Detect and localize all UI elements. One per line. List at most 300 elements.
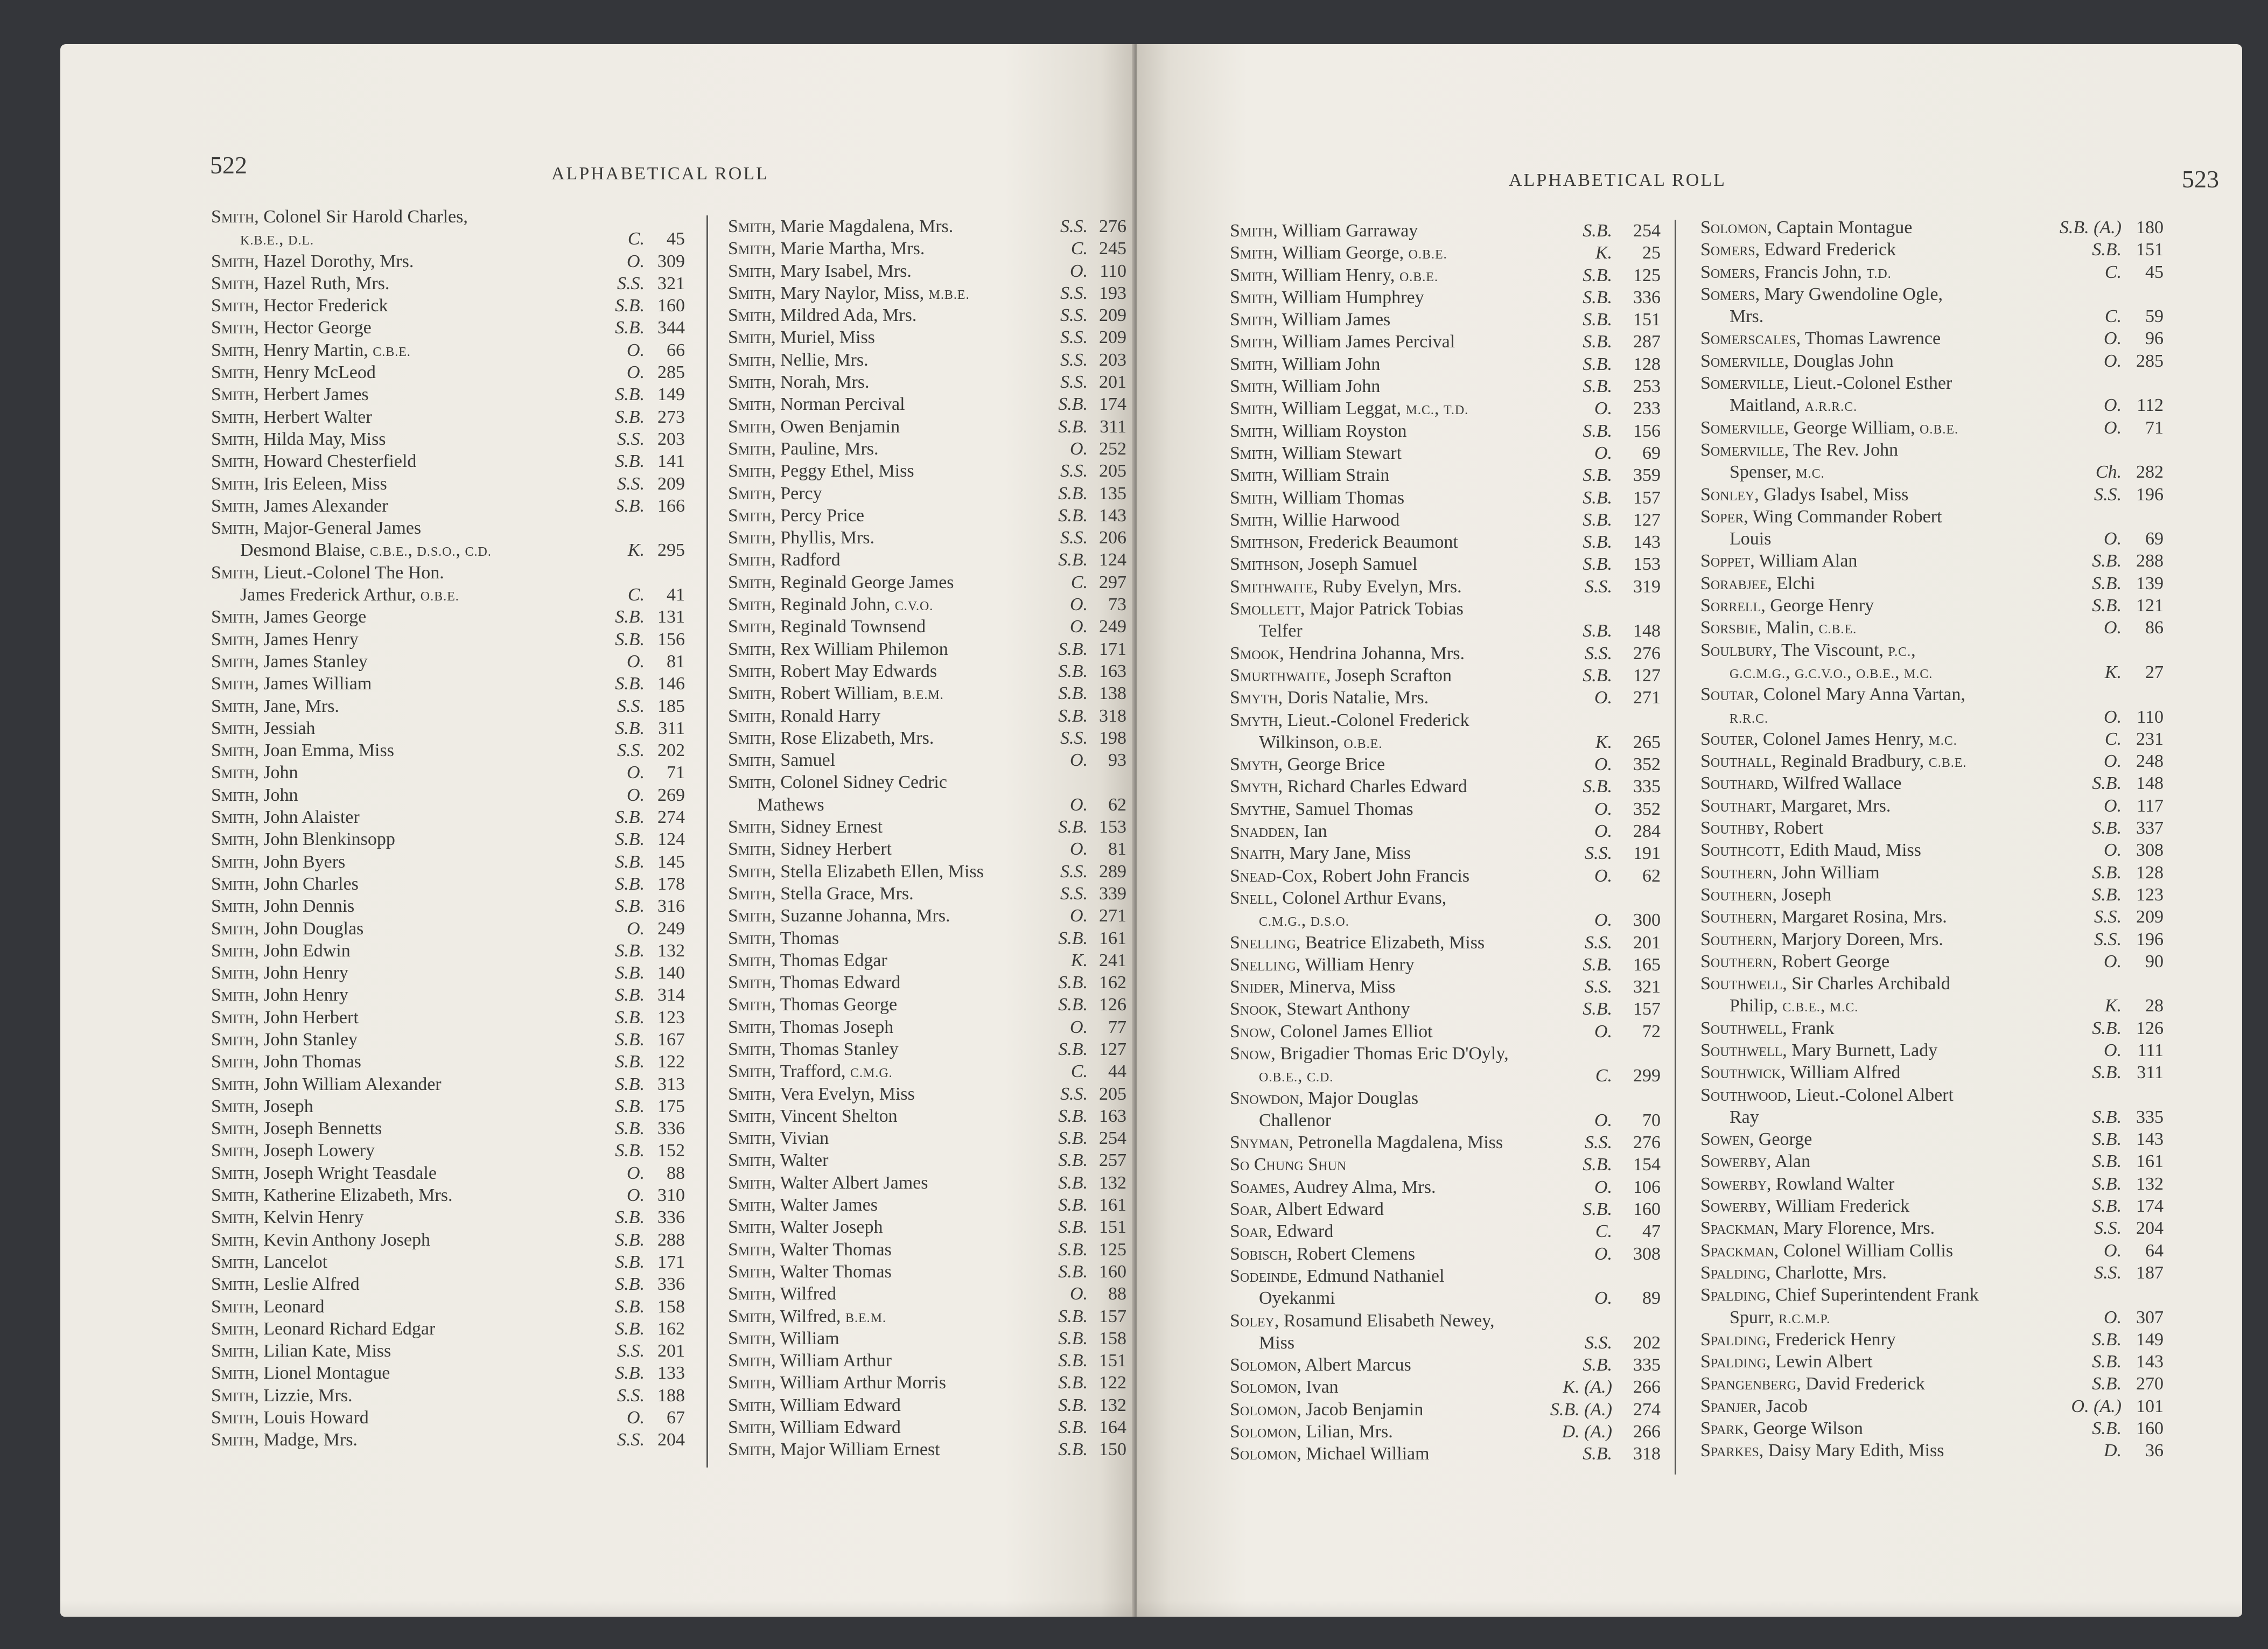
entry-page: 241 bbox=[1099, 950, 1126, 970]
roll-entry bbox=[1230, 820, 1661, 842]
entry-page: 318 bbox=[1099, 705, 1126, 726]
roll-entry bbox=[1700, 216, 2164, 239]
entry-name bbox=[728, 304, 916, 326]
given-names: , Phyllis, Mrs. bbox=[771, 528, 874, 548]
entry-name bbox=[211, 606, 366, 628]
surname: Soames bbox=[1230, 1177, 1285, 1197]
entry-name bbox=[211, 1340, 391, 1362]
roll-entry bbox=[728, 616, 1126, 638]
roll-entry bbox=[1700, 839, 2164, 861]
entry-name bbox=[1700, 216, 1912, 239]
entry-page: 311 bbox=[658, 718, 685, 738]
entry-class: O. bbox=[2103, 1040, 2122, 1060]
entry-name bbox=[1230, 1043, 1509, 1065]
entry-class: S.B. bbox=[615, 896, 645, 917]
surname: Smith bbox=[728, 995, 772, 1015]
entry-name bbox=[1230, 1176, 1436, 1198]
surname: Smithson bbox=[1230, 532, 1299, 553]
entry-page: 245 bbox=[1099, 239, 1126, 259]
roll-entry bbox=[728, 1239, 1126, 1261]
entry-page: 336 bbox=[1633, 287, 1661, 308]
surname: Smith bbox=[211, 896, 255, 917]
roll-entry bbox=[1230, 687, 1661, 709]
surname: Southart bbox=[1700, 795, 1772, 816]
roll-entry bbox=[211, 428, 685, 450]
entry-page: 127 bbox=[1099, 1039, 1126, 1059]
surname: Smith bbox=[211, 1408, 255, 1428]
given-names: , William Henry, O.B.E. bbox=[1273, 265, 1438, 285]
entry-class: S.B. bbox=[1058, 1239, 1088, 1260]
roll-entry bbox=[1700, 795, 2164, 817]
entry-page: 133 bbox=[657, 1363, 685, 1384]
entry-name bbox=[1230, 954, 1415, 976]
entry-name bbox=[728, 1172, 928, 1194]
entry-name bbox=[1230, 309, 1390, 331]
roll-entry bbox=[728, 215, 1126, 237]
given-names: , Marie Magdalena, Mrs. bbox=[771, 216, 954, 236]
entry-name bbox=[1230, 642, 1465, 665]
roll-entry bbox=[211, 895, 685, 917]
entry-name bbox=[1230, 509, 1399, 531]
entry-class: S.B. bbox=[1058, 505, 1088, 526]
given-names: , John Stanley bbox=[254, 1029, 358, 1050]
entry-class: S.B. bbox=[615, 1119, 645, 1139]
entry-page: 125 bbox=[1633, 265, 1661, 285]
surname: Smyth bbox=[1230, 754, 1278, 775]
roll-entry bbox=[728, 705, 1126, 727]
surname: Smith bbox=[728, 1395, 772, 1415]
entry-name bbox=[728, 1105, 898, 1127]
entry-page: 146 bbox=[657, 674, 685, 694]
surname: Smith bbox=[1230, 265, 1273, 285]
given-names: , Sidney Ernest bbox=[771, 817, 883, 837]
entry-class: S.B. bbox=[615, 674, 645, 694]
entry-class: O. bbox=[626, 362, 645, 383]
entry-page: 253 bbox=[1633, 376, 1661, 397]
entry-name bbox=[1230, 1154, 1346, 1176]
given-names: , Colonel Arthur Evans, bbox=[1273, 888, 1447, 908]
roll-entry bbox=[1700, 1061, 2164, 1084]
surname: Spalding bbox=[1700, 1352, 1767, 1372]
entry-page: 336 bbox=[657, 1207, 685, 1228]
entry-page: 266 bbox=[1633, 1422, 1661, 1442]
surname: Soppet bbox=[1700, 551, 1751, 571]
given-names: , Mary Florence, Mrs. bbox=[1774, 1218, 1935, 1239]
surname: Smith bbox=[728, 1351, 772, 1371]
entry-name bbox=[1700, 1217, 1935, 1239]
entry-class: S.B. bbox=[615, 1207, 645, 1228]
entry-name bbox=[211, 495, 388, 517]
roll-entry bbox=[1700, 817, 2164, 839]
given-names: , Mary Burnett, Lady bbox=[1782, 1040, 1938, 1060]
entry-name bbox=[211, 628, 359, 651]
surname: Snyman bbox=[1230, 1133, 1289, 1153]
entry-page: 141 bbox=[657, 451, 685, 472]
given-names: , Edith Maud, Miss bbox=[1780, 840, 1921, 861]
entry-page: 164 bbox=[1099, 1417, 1126, 1438]
surname: Smythe bbox=[1230, 799, 1286, 819]
entry-class: O. bbox=[1594, 443, 1612, 463]
entry-page: 27 bbox=[2145, 662, 2164, 682]
entry-class: S.S. bbox=[1060, 350, 1088, 370]
entry-page: 161 bbox=[1099, 1195, 1126, 1215]
entry-page: 125 bbox=[1099, 1239, 1126, 1260]
roll-entry bbox=[211, 739, 685, 761]
entry-name bbox=[728, 1372, 946, 1394]
entry-name bbox=[728, 527, 874, 549]
entry-class: S.B. bbox=[1583, 421, 1612, 441]
given-names: , Lewin Albert bbox=[1766, 1352, 1873, 1372]
roll-entry bbox=[728, 1305, 1126, 1327]
entry-class: O. bbox=[1594, 799, 1612, 819]
entry-name bbox=[1230, 464, 1389, 486]
column-divider bbox=[1675, 220, 1676, 1475]
given-names: , Mary Gwendoline Ogle, bbox=[1755, 284, 1943, 304]
entry-name bbox=[728, 349, 869, 371]
entry-class: O. bbox=[2103, 395, 2122, 416]
entry-page: 308 bbox=[1633, 1243, 1661, 1264]
surname: Southby bbox=[1700, 818, 1765, 839]
entry-name bbox=[1230, 353, 1380, 375]
entry-continuation: O.B.E., C.D. bbox=[1259, 1066, 1334, 1086]
entry-continuation: R.R.C. bbox=[1730, 711, 1769, 726]
entry-page: 158 bbox=[1099, 1328, 1126, 1348]
given-names: , Hazel Dorothy, Mrs. bbox=[254, 251, 414, 271]
entry-name bbox=[211, 1251, 327, 1273]
entry-continuation: Oyekanmi bbox=[1259, 1288, 1335, 1309]
given-names: , Vincent Shelton bbox=[771, 1106, 898, 1126]
given-names: , William Henry bbox=[1296, 954, 1415, 975]
surname: Smithwaite bbox=[1230, 576, 1313, 597]
entry-name bbox=[728, 994, 897, 1016]
roll-entry bbox=[1700, 1217, 2164, 1239]
entry-class: S.B. bbox=[1583, 265, 1612, 285]
entry-name bbox=[1700, 928, 1943, 951]
entry-name bbox=[728, 1149, 828, 1171]
given-names: , Walter Thomas bbox=[771, 1261, 892, 1282]
surname: Smith bbox=[1230, 354, 1273, 374]
roll-entry bbox=[211, 1318, 685, 1340]
entry-page: 143 bbox=[1633, 532, 1661, 553]
roll-entry bbox=[728, 416, 1126, 438]
given-names: , Albert Marcus bbox=[1297, 1355, 1411, 1375]
roll-entry bbox=[1700, 928, 2164, 951]
entry-class: S.B. bbox=[2092, 1352, 2122, 1372]
entry-name bbox=[728, 749, 835, 771]
entry-name bbox=[1230, 397, 1468, 422]
surname: Smith bbox=[728, 1084, 772, 1104]
roll-entry bbox=[728, 727, 1126, 749]
entry-name bbox=[1700, 1240, 1953, 1262]
entry-name bbox=[1700, 595, 1874, 617]
entry-page: 285 bbox=[2136, 351, 2164, 371]
surname: Spalding bbox=[1700, 1262, 1767, 1283]
roll-entry bbox=[1230, 397, 1661, 420]
given-names: , Thomas George bbox=[771, 995, 898, 1015]
entry-page: 86 bbox=[2145, 618, 2164, 638]
entry-class: S.B. bbox=[2092, 1063, 2122, 1083]
given-names: , Frederick Beaumont bbox=[1299, 532, 1458, 553]
given-names: , Leslie Alfred bbox=[254, 1274, 360, 1295]
entry-page: 131 bbox=[657, 607, 685, 627]
given-names: , Michael William bbox=[1297, 1444, 1430, 1464]
roll-entry bbox=[1230, 865, 1661, 887]
entry-class: O. bbox=[626, 1163, 645, 1183]
entry-name bbox=[1230, 865, 1469, 887]
roll-entry bbox=[728, 861, 1126, 883]
given-names: , Lilian Kate, Miss bbox=[254, 1341, 391, 1361]
entry-class: S.B. bbox=[615, 318, 645, 338]
given-names: , John Herbert bbox=[254, 1007, 359, 1028]
surname: Snadden bbox=[1230, 821, 1295, 842]
entry-page: 89 bbox=[1642, 1288, 1661, 1309]
roll-entry bbox=[728, 1149, 1126, 1171]
roll-entry bbox=[1700, 1039, 2164, 1061]
roll-entry bbox=[211, 1051, 685, 1073]
entry-name bbox=[211, 1362, 390, 1384]
entry-page: 47 bbox=[1642, 1221, 1661, 1242]
entry-page: 127 bbox=[1633, 509, 1661, 530]
surname: Smith bbox=[728, 839, 772, 860]
surname: Snead-Cox bbox=[1230, 865, 1313, 886]
roll-entry bbox=[1700, 617, 2164, 639]
entry-class: S.S. bbox=[2094, 1218, 2122, 1239]
given-names: , Nellie, Mrs. bbox=[771, 350, 869, 370]
roll-entry bbox=[1700, 1128, 2164, 1150]
given-names: , Edmund Nathaniel bbox=[1297, 1266, 1445, 1286]
entry-name bbox=[728, 838, 892, 860]
entry-name bbox=[211, 717, 316, 739]
entry-page: 308 bbox=[2136, 840, 2164, 861]
roll-entry bbox=[1700, 506, 2164, 550]
surname: Smith bbox=[211, 1119, 255, 1139]
surname: Southern bbox=[1700, 884, 1773, 905]
entry-name bbox=[211, 984, 348, 1006]
entry-class: S.B. bbox=[1058, 1128, 1088, 1149]
entry-page: 149 bbox=[2136, 1329, 2164, 1350]
entry-name bbox=[1230, 709, 1469, 731]
entry-page: 151 bbox=[1633, 310, 1661, 330]
roll-entry bbox=[728, 838, 1126, 860]
entry-name bbox=[1700, 728, 1957, 752]
entry-page: 193 bbox=[1099, 283, 1126, 303]
entry-page: 93 bbox=[1108, 750, 1126, 771]
entry-page: 138 bbox=[1099, 683, 1126, 704]
entry-class: S.S. bbox=[1060, 461, 1088, 481]
entry-page: 284 bbox=[1633, 821, 1661, 842]
entry-name bbox=[728, 705, 880, 727]
surname: Snow bbox=[1230, 1021, 1271, 1042]
roll-entry bbox=[728, 438, 1126, 460]
surname: Snook bbox=[1230, 999, 1278, 1019]
entry-class: S.S. bbox=[2094, 907, 2122, 927]
given-names: , Jacob bbox=[1756, 1396, 1808, 1416]
entry-class: K. bbox=[1595, 243, 1612, 263]
entry-page: 337 bbox=[2136, 818, 2164, 839]
entry-class: O. bbox=[1594, 754, 1612, 775]
surname: Smith bbox=[728, 750, 772, 771]
entry-name bbox=[728, 393, 905, 415]
entry-name bbox=[1230, 1443, 1430, 1465]
surname: Spackman bbox=[1700, 1240, 1774, 1261]
entry-continuation: K.B.E., D.L. bbox=[240, 229, 314, 249]
given-names: , Howard Chesterfield bbox=[254, 451, 417, 472]
roll-entry bbox=[1700, 1017, 2164, 1039]
given-names: , George Wilson bbox=[1744, 1419, 1863, 1439]
entry-page: 335 bbox=[1633, 777, 1661, 797]
entry-page: 231 bbox=[2136, 729, 2164, 749]
entry-name bbox=[728, 1239, 892, 1261]
entry-page: 152 bbox=[657, 1141, 685, 1161]
roll-entry bbox=[728, 237, 1126, 260]
roll-entry bbox=[728, 1105, 1126, 1127]
surname: Smith bbox=[728, 1217, 772, 1238]
surname: Smith bbox=[211, 696, 255, 716]
entry-class: S.B. (A.) bbox=[1550, 1399, 1612, 1420]
surname: Southall bbox=[1700, 751, 1772, 772]
roll-entry bbox=[1230, 709, 1661, 754]
entry-page: 77 bbox=[1108, 1017, 1126, 1037]
entry-page: 352 bbox=[1633, 754, 1661, 775]
entry-class: O. bbox=[1594, 1243, 1612, 1264]
roll-entry bbox=[1700, 1084, 2164, 1129]
entry-page: 316 bbox=[657, 896, 685, 917]
entry-page: 273 bbox=[657, 407, 685, 427]
entry-class: S.B. bbox=[2092, 818, 2122, 839]
entry-page: 126 bbox=[1099, 995, 1126, 1015]
roll-entry bbox=[211, 1162, 685, 1184]
given-names: , Doris Natalie, Mrs. bbox=[1278, 688, 1429, 708]
surname: Southern bbox=[1700, 862, 1773, 883]
entry-page: 88 bbox=[667, 1163, 685, 1183]
given-names: , William Arthur Morris bbox=[771, 1373, 946, 1393]
entry-page: 64 bbox=[2145, 1240, 2164, 1261]
entry-page: 196 bbox=[2136, 929, 2164, 949]
surname: Smith bbox=[1230, 399, 1273, 419]
roll-entry bbox=[211, 406, 685, 428]
entry-name bbox=[1700, 1128, 1812, 1150]
entry-name bbox=[1700, 772, 1902, 794]
entry-name bbox=[728, 616, 926, 638]
surname: Smith bbox=[211, 1252, 255, 1272]
entry-page: 145 bbox=[657, 851, 685, 872]
entry-name bbox=[1700, 906, 1947, 928]
entry-page: 151 bbox=[1099, 1217, 1126, 1238]
roll-entry bbox=[211, 1385, 685, 1407]
entry-name bbox=[1230, 331, 1455, 353]
surname: Soulbury bbox=[1700, 640, 1773, 660]
entry-name bbox=[1230, 220, 1418, 242]
entry-class: S.B. bbox=[615, 629, 645, 649]
entry-page: 166 bbox=[657, 495, 685, 516]
entry-page: 143 bbox=[2136, 1129, 2164, 1150]
entry-name bbox=[728, 972, 900, 994]
roll-entry bbox=[1230, 887, 1661, 932]
given-names: , Jacob Benjamin bbox=[1297, 1399, 1424, 1420]
entry-class: K. bbox=[1595, 732, 1612, 752]
surname: Sorsbie bbox=[1700, 618, 1757, 638]
entry-name bbox=[1700, 1061, 1900, 1084]
entry-class: S.S. bbox=[1585, 643, 1612, 663]
entry-class: S.B. bbox=[1583, 1355, 1612, 1375]
surname: Smith bbox=[728, 528, 772, 548]
surname: Smith bbox=[211, 851, 255, 872]
entry-class: O. bbox=[1594, 1021, 1612, 1042]
surname: Smith bbox=[211, 362, 255, 383]
roll-entry bbox=[211, 272, 685, 295]
entry-class: S.B. bbox=[615, 807, 645, 828]
given-names: , John Thomas bbox=[254, 1052, 361, 1072]
surname: Smook bbox=[1230, 643, 1280, 663]
surname: Smith bbox=[211, 963, 255, 983]
entry-class: O. bbox=[2103, 329, 2122, 349]
entry-name bbox=[728, 1283, 836, 1305]
entry-class: S.B. bbox=[2092, 596, 2122, 616]
given-names: , Robert May Edwards bbox=[771, 661, 937, 681]
entry-name bbox=[1230, 798, 1413, 820]
entry-name bbox=[728, 1416, 901, 1438]
roll-entry bbox=[1700, 484, 2164, 506]
roll-entry bbox=[1700, 350, 2164, 372]
entry-continuation: Louis bbox=[1730, 529, 1772, 549]
entry-class: S.B. bbox=[1058, 973, 1088, 993]
entry-page: 180 bbox=[2136, 218, 2164, 237]
entry-name bbox=[1700, 239, 1896, 261]
surname: Sowen bbox=[1700, 1129, 1749, 1150]
entry-class: S.B. bbox=[2092, 773, 2122, 794]
surname: Somers bbox=[1700, 262, 1755, 282]
entry-class: S.B. bbox=[615, 495, 645, 516]
surname: Smith bbox=[211, 985, 255, 1005]
entry-page: 287 bbox=[1633, 332, 1661, 352]
given-names: , William bbox=[771, 1328, 839, 1348]
entry-class: S.B. bbox=[1058, 1395, 1088, 1415]
entry-class: S.B. bbox=[615, 1229, 645, 1250]
given-names: , Vivian bbox=[771, 1128, 829, 1149]
roll-entry bbox=[728, 949, 1126, 972]
entry-page: 122 bbox=[657, 1052, 685, 1072]
roll-entry bbox=[728, 571, 1126, 593]
roll-entry bbox=[1700, 683, 2164, 728]
entry-page: 163 bbox=[1099, 661, 1126, 681]
entry-name bbox=[211, 784, 298, 806]
given-names: , Malin, C.B.E. bbox=[1756, 618, 1857, 638]
surname: Smith bbox=[1230, 487, 1273, 508]
given-names: , Sidney Herbert bbox=[771, 839, 892, 860]
entry-page: 204 bbox=[657, 1430, 685, 1450]
entry-page: 257 bbox=[1099, 1150, 1126, 1171]
entry-page: 71 bbox=[2145, 417, 2164, 438]
entry-class: O. bbox=[1594, 865, 1612, 886]
entry-page: 151 bbox=[2136, 240, 2164, 260]
surname: Smyth bbox=[1230, 777, 1278, 797]
entry-page: 149 bbox=[657, 385, 685, 405]
roll-entry bbox=[211, 1273, 685, 1295]
entry-class: S.B. bbox=[615, 385, 645, 405]
entry-page: 69 bbox=[2145, 529, 2164, 549]
entry-class: Ch. bbox=[2095, 462, 2122, 483]
surname: Smith bbox=[211, 385, 255, 405]
entry-name bbox=[211, 940, 351, 962]
entry-class: S.B. bbox=[615, 296, 645, 316]
page-edge-shadow bbox=[1137, 1601, 2242, 1617]
surname: Smith bbox=[728, 416, 772, 437]
entry-name bbox=[211, 1007, 359, 1029]
entry-class: S.S. bbox=[617, 1430, 645, 1450]
given-names: , Ruby Evelyn, Mrs. bbox=[1313, 576, 1462, 597]
surname: Smith bbox=[1230, 332, 1273, 352]
entry-class: S.B. bbox=[1058, 416, 1088, 437]
